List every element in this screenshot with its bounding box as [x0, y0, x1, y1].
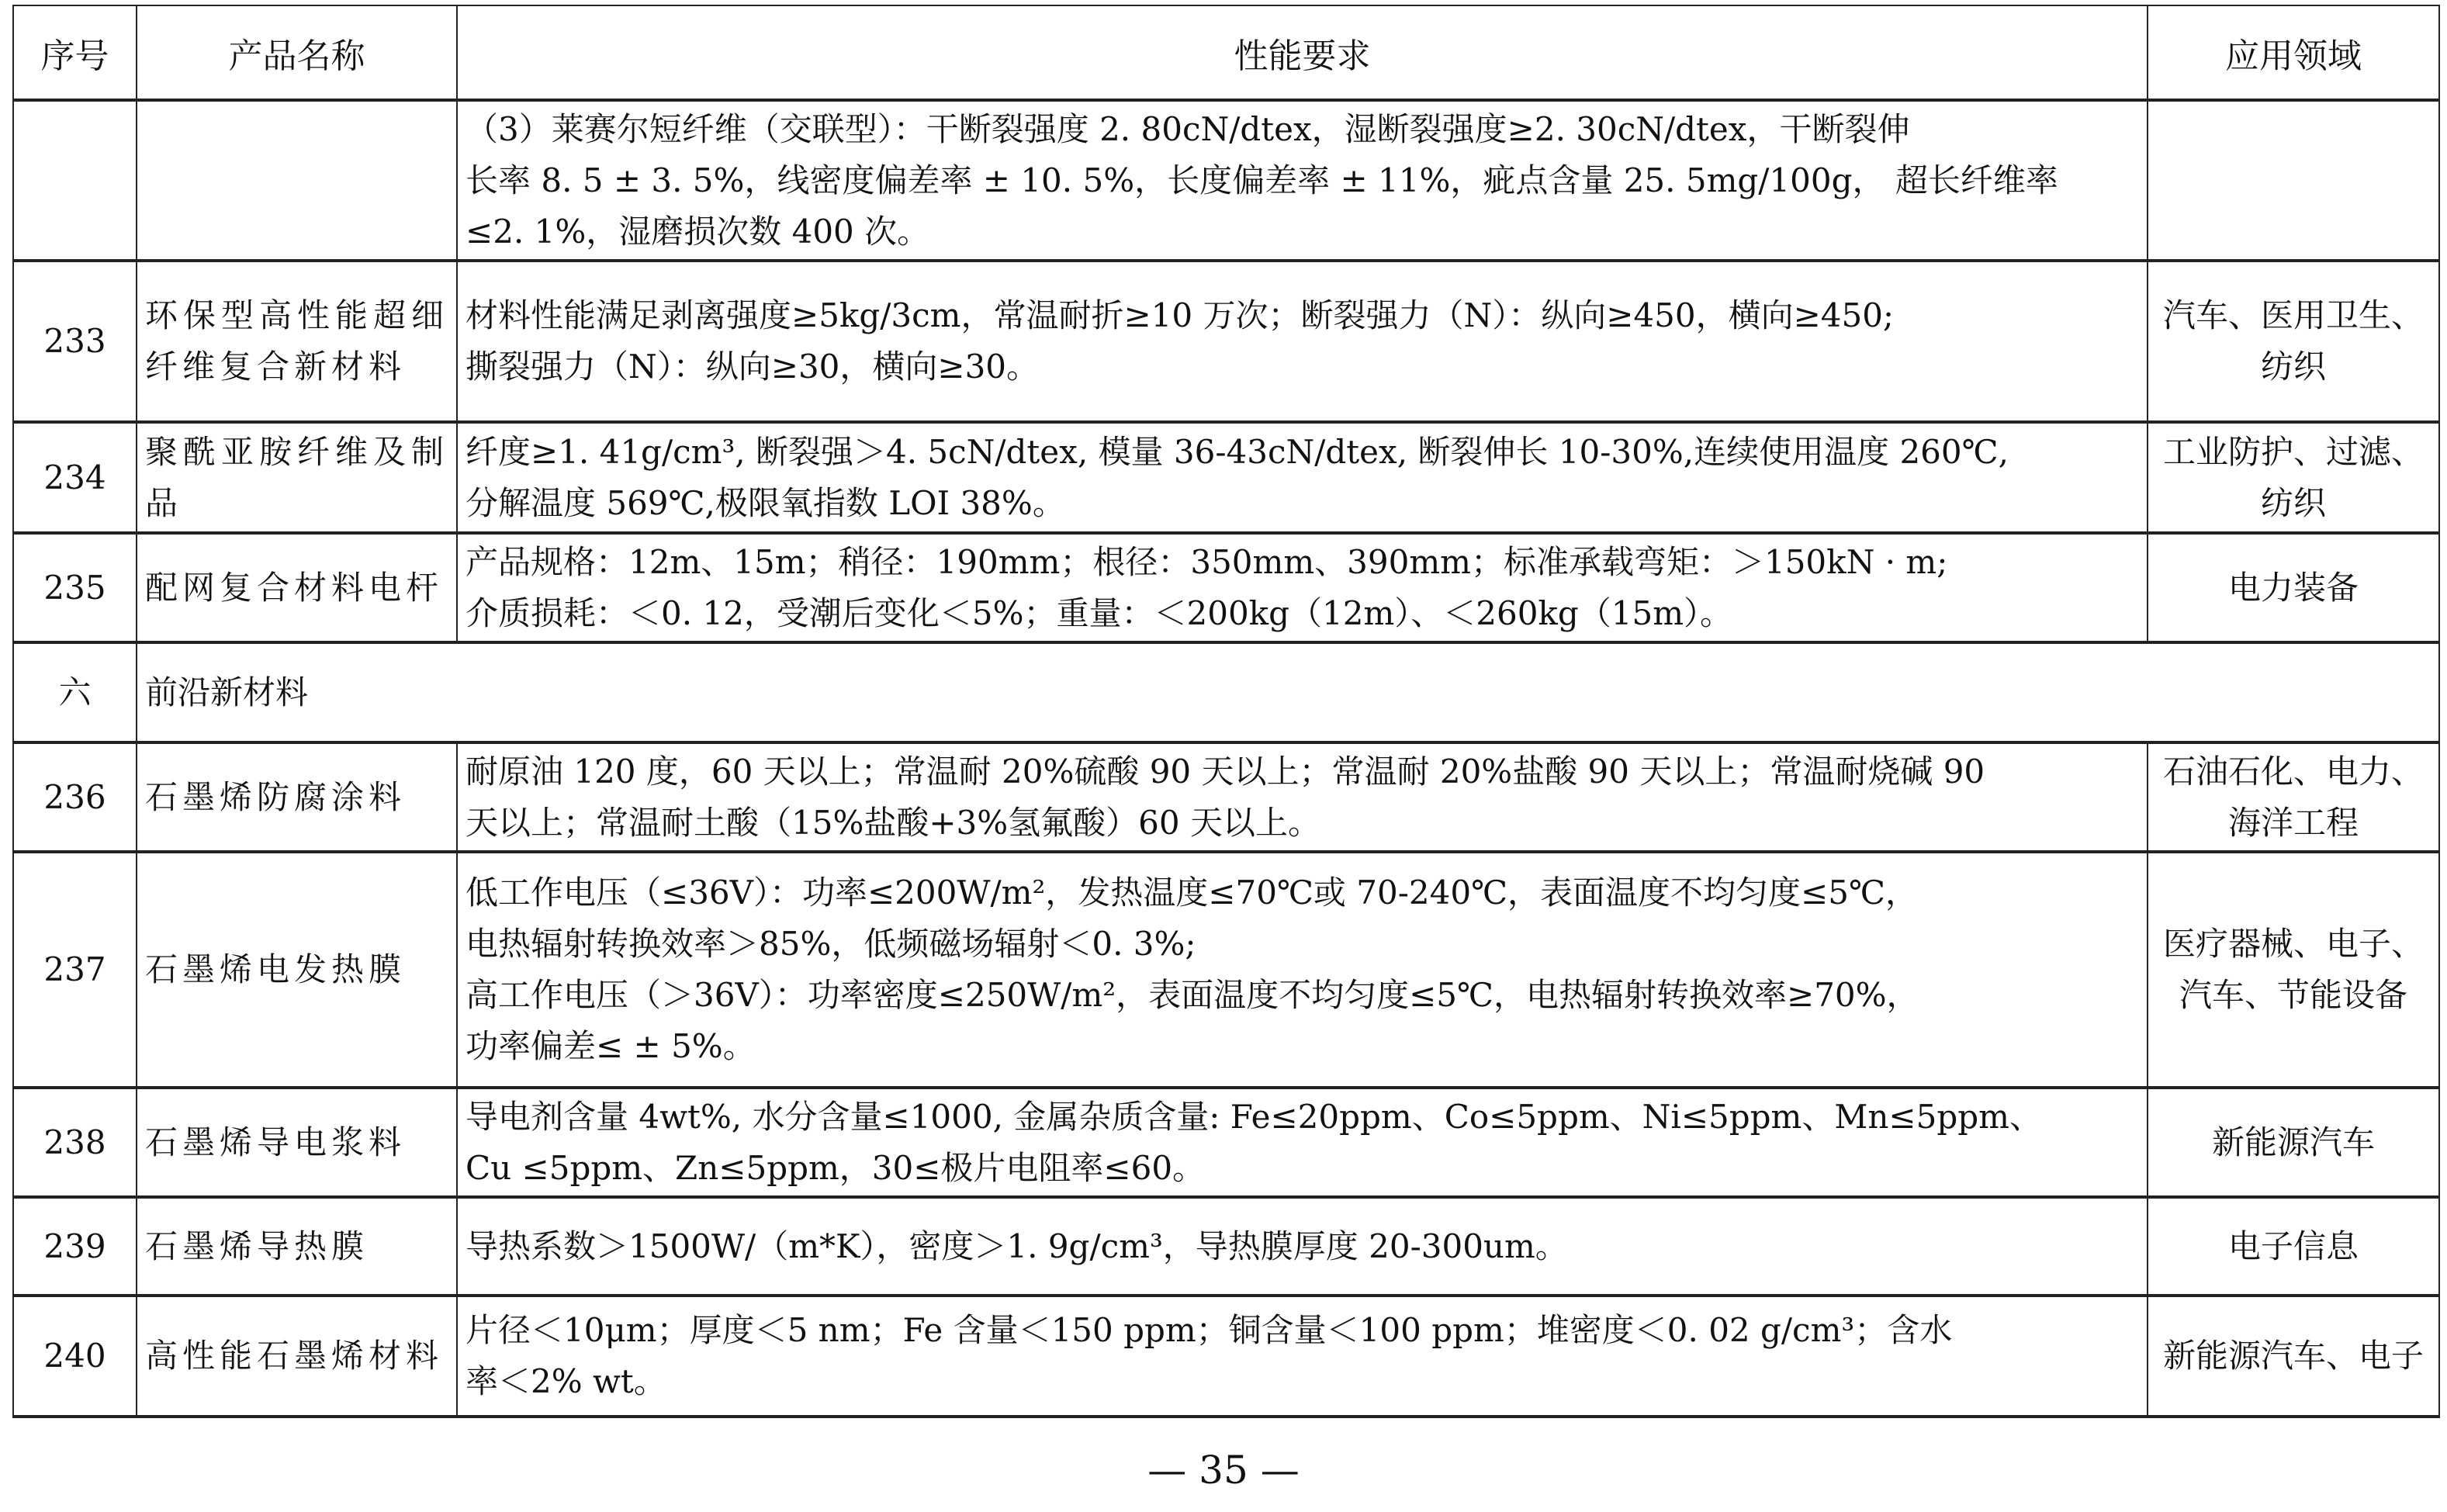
req-line: 高工作电压（＞36V）：功率密度≤250W/m²，表面温度不均匀度≤5℃，电热辐射转换效率≥70%， — [466, 976, 1919, 1014]
row-application — [2148, 100, 2439, 261]
req-line: 分解温度 569℃,极限氧指数 LOI 38%。 — [466, 483, 1065, 522]
req-line: 撕裂强力（N）：纵向≥30，横向≥30。 — [466, 348, 1040, 386]
section-title: 前沿新材料 — [137, 642, 2439, 742]
row-requirements — [457, 100, 2148, 261]
table-row — [13, 1296, 2439, 1417]
row-name: 石墨烯导电浆料 — [137, 1088, 457, 1197]
req-line: 纤度≥1. 41g/cm³, 断裂强＞4. 5cN/dtex, 模量 36-43cN/dtex, 断裂伸长 10-30%,连续使用温度 260℃, — [466, 432, 2009, 471]
row-name: 环保型高性能超细纤维复合新材料 — [137, 261, 457, 422]
req-line: 产品规格：12m、15m；稍径：190mm；根径：350mm、390mm；标准承载弯矩：＞150kN · m; — [466, 542, 1948, 581]
req-line: ≤2. 1%，湿磨损次数 400 次。 — [466, 212, 930, 251]
req-line: 率＜2% wt。 — [466, 1362, 666, 1400]
req-line: 导热系数＞1500W/（m*K），密度＞1. 9g/cm³，导热膜厚度 20-300um。 — [466, 1227, 1568, 1265]
req-line: 功率偏差≤ ± 5%。 — [466, 1027, 756, 1065]
header-row — [13, 5, 2439, 100]
req-line: （3）莱赛尔短纤维（交联型）：干断裂强度 2. 80cN/dtex，湿断裂强度≥2. 30cN/dtex，干断裂伸 — [466, 109, 1910, 148]
page-number: — 35 — — [1147, 1448, 1300, 1493]
table-row — [13, 100, 2439, 261]
row-name: 聚酰亚胺纤维及制品 — [137, 422, 457, 533]
row-no: 238 — [13, 1088, 137, 1197]
req-line: 低工作电压（≤36V）：功率≤200W/m²，发热温度≤70℃或 70-240℃，表面温度不均匀度≤5℃， — [466, 874, 1918, 912]
row-application: 工业防护、过滤、纺织 — [2148, 422, 2439, 533]
row-application: 医疗器械、电子、汽车、节能设备 — [2148, 852, 2439, 1088]
row-name — [137, 100, 457, 261]
section-row — [13, 642, 2439, 742]
table-row — [13, 422, 2439, 533]
row-application: 新能源汽车 — [2148, 1088, 2439, 1197]
row-name: 石墨烯防腐涂料 — [137, 742, 457, 852]
row-no: 239 — [13, 1197, 137, 1296]
row-no: 233 — [13, 261, 137, 422]
req-line: 介质损耗：＜0. 12，受潮后变化＜5%；重量：＜200kg（12m）、＜260kg（15m）。 — [466, 593, 1733, 632]
req-line: 导电剂含量 4wt%, 水分含量≤1000, 金属杂质含量: Fe≤20ppm、Co≤5ppm、Ni≤5ppm、Mn≤5ppm、 — [466, 1097, 2042, 1136]
header-no: 序号 — [13, 5, 137, 100]
section-number: 六 — [13, 642, 137, 742]
row-application: 新能源汽车、电子 — [2148, 1296, 2439, 1417]
table-row — [13, 852, 2439, 1088]
row-requirements — [457, 1197, 2148, 1296]
req-line: 片径＜10μm；厚度＜5 nm；Fe 含量＜150 ppm；铜含量＜100 ppm；堆密度＜0. 02 g/cm³；含水 — [466, 1311, 1953, 1349]
table-row — [13, 533, 2439, 642]
row-application: 电力装备 — [2148, 533, 2439, 642]
req-line: Cu ≤5ppm、Zn≤5ppm，30≤极片电阻率≤60。 — [466, 1148, 1206, 1187]
product-table — [12, 5, 2440, 1418]
row-no: 240 — [13, 1296, 137, 1417]
req-line: 耐原油 120 度，60 天以上；常温耐 20%硫酸 90 天以上；常温耐 20%盐酸 90 天以上；常温耐烧碱 90 — [466, 752, 1985, 791]
row-requirements — [457, 1296, 2148, 1417]
row-requirements — [457, 422, 2148, 533]
req-line: 长率 8. 5 ± 3. 5%，线密度偏差率 ± 10. 5%，长度偏差率 ± 11%，疵点含量 25. 5mg/100g， 超长纤维率 — [466, 161, 2058, 199]
row-no — [13, 100, 137, 261]
table-row — [13, 261, 2439, 422]
header-application: 应用领域 — [2148, 5, 2439, 100]
row-name: 配网复合材料电杆 — [137, 533, 457, 642]
row-no: 235 — [13, 533, 137, 642]
header-requirements: 性能要求 — [457, 5, 2148, 100]
table-row — [13, 1197, 2439, 1296]
row-no: 236 — [13, 742, 137, 852]
row-requirements — [457, 1088, 2148, 1197]
table-row — [13, 742, 2439, 852]
table-row — [13, 1088, 2439, 1197]
req-line: 材料性能满足剥离强度≥5kg/3cm，常温耐折≥10 万次；断裂强力（N）：纵向≥450，横向≥450; — [466, 296, 1895, 334]
row-application: 汽车、医用卫生、纺织 — [2148, 261, 2439, 422]
row-no: 234 — [13, 422, 137, 533]
header-name: 产品名称 — [137, 5, 457, 100]
row-application: 石油石化、电力、海洋工程 — [2148, 742, 2439, 852]
row-name: 高性能石墨烯材料 — [137, 1296, 457, 1417]
row-requirements — [457, 261, 2148, 422]
req-line: 电热辐射转换效率＞85%，低频磁场辐射＜0. 3%; — [466, 925, 1196, 963]
row-requirements — [457, 742, 2148, 852]
row-name: 石墨烯电发热膜 — [137, 852, 457, 1088]
row-name: 石墨烯导热膜 — [137, 1197, 457, 1296]
row-application: 电子信息 — [2148, 1197, 2439, 1296]
row-requirements — [457, 852, 2148, 1088]
req-line: 天以上；常温耐土酸（15%盐酸+3%氢氟酸）60 天以上。 — [466, 803, 1320, 842]
row-requirements — [457, 533, 2148, 642]
row-no: 237 — [13, 852, 137, 1088]
